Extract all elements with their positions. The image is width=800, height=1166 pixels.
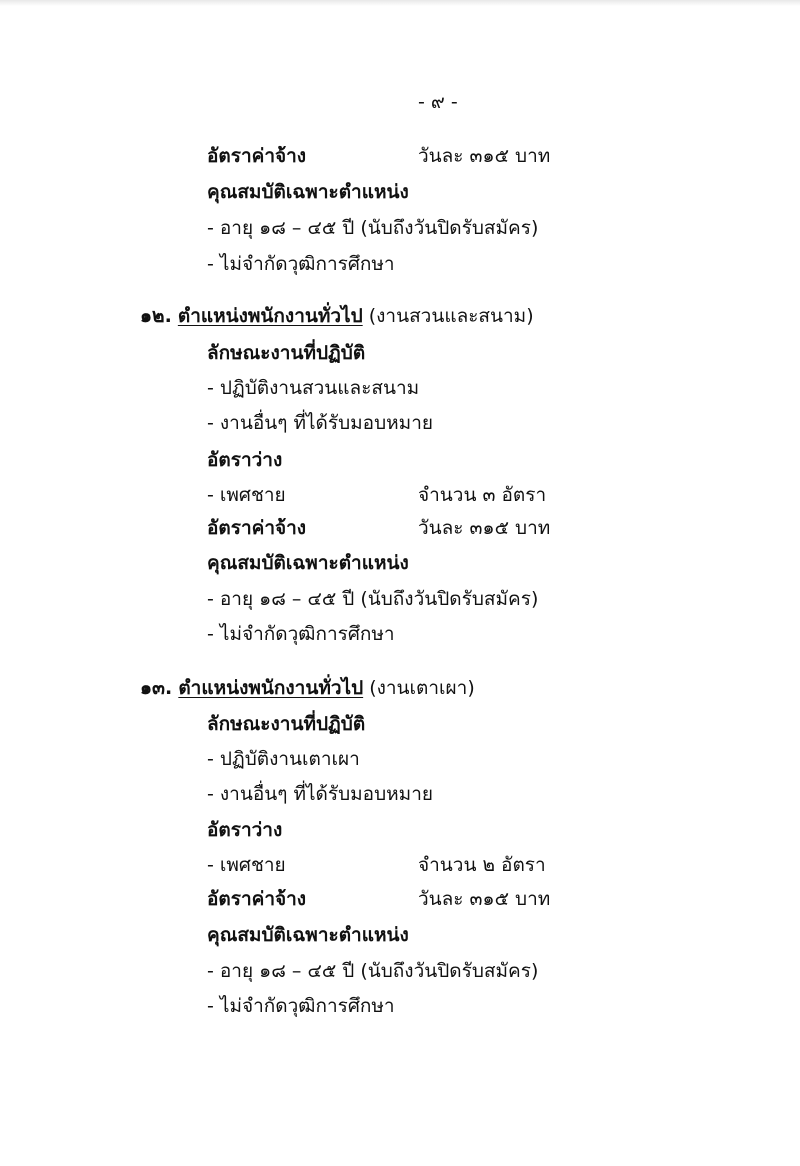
qualification-item: - ไม่จำกัดวุฒิการศึกษา — [207, 253, 395, 275]
section-subtitle: (งานเตาเผา) — [369, 677, 475, 699]
vacancy-heading: อัตราว่าง — [207, 449, 283, 471]
vacancy-label: - เพศชาย — [207, 854, 286, 876]
wage-value: วันละ ๓๑๕ บาท — [418, 145, 551, 167]
section-heading-12 — [140, 302, 534, 330]
qualification-item: - อายุ ๑๘ – ๔๕ ปี (นับถึงวันปิดรับสมัคร) — [207, 960, 539, 982]
section-heading-13 — [140, 674, 475, 702]
qualification-heading: คุณสมบัติเฉพาะตำแหน่ง — [207, 181, 409, 203]
section-title: ตำแหน่งพนักงานทั่วไป — [177, 305, 363, 327]
qualification-item: - ไม่จำกัดวุฒิการศึกษา — [207, 995, 395, 1017]
scan-top-edge — [0, 0, 800, 6]
section-number: ๑๒. — [140, 305, 172, 327]
duties-heading: ลักษณะงานที่ปฏิบัติ — [207, 713, 366, 735]
vacancy-heading: อัตราว่าง — [207, 819, 283, 841]
duty-item: - ปฏิบัติงานสวนและสนาม — [207, 377, 420, 399]
wage-label: อัตราค่าจ้าง — [207, 888, 307, 910]
section-subtitle: (งานสวนและสนาม) — [368, 305, 534, 327]
duty-item: - ปฏิบัติงานเตาเผา — [207, 748, 360, 770]
wage-value: วันละ ๓๑๕ บาท — [418, 517, 551, 539]
qualification-heading: คุณสมบัติเฉพาะตำแหน่ง — [207, 552, 409, 574]
qualification-heading: คุณสมบัติเฉพาะตำแหน่ง — [207, 924, 409, 946]
page-number: - ๙ - — [418, 91, 458, 113]
duty-item: - งานอื่นๆ ที่ได้รับมอบหมาย — [207, 783, 434, 805]
qualification-item: - อายุ ๑๘ – ๔๕ ปี (นับถึงวันปิดรับสมัคร) — [207, 217, 539, 239]
qualification-item: - อายุ ๑๘ – ๔๕ ปี (นับถึงวันปิดรับสมัคร) — [207, 588, 539, 610]
wage-value: วันละ ๓๑๕ บาท — [418, 888, 551, 910]
duties-heading: ลักษณะงานที่ปฏิบัติ — [207, 342, 366, 364]
section-number: ๑๓. — [140, 677, 173, 699]
duty-item: - งานอื่นๆ ที่ได้รับมอบหมาย — [207, 412, 434, 434]
section-title: ตำแหน่งพนักงานทั่วไป — [178, 677, 364, 699]
vacancy-label: - เพศชาย — [207, 484, 286, 506]
vacancy-value: จำนวน ๒ อัตรา — [418, 854, 546, 876]
vacancy-value: จำนวน ๓ อัตรา — [418, 484, 547, 506]
qualification-item: - ไม่จำกัดวุฒิการศึกษา — [207, 623, 395, 645]
wage-label: อัตราค่าจ้าง — [207, 517, 307, 539]
wage-label: อัตราค่าจ้าง — [207, 145, 307, 167]
